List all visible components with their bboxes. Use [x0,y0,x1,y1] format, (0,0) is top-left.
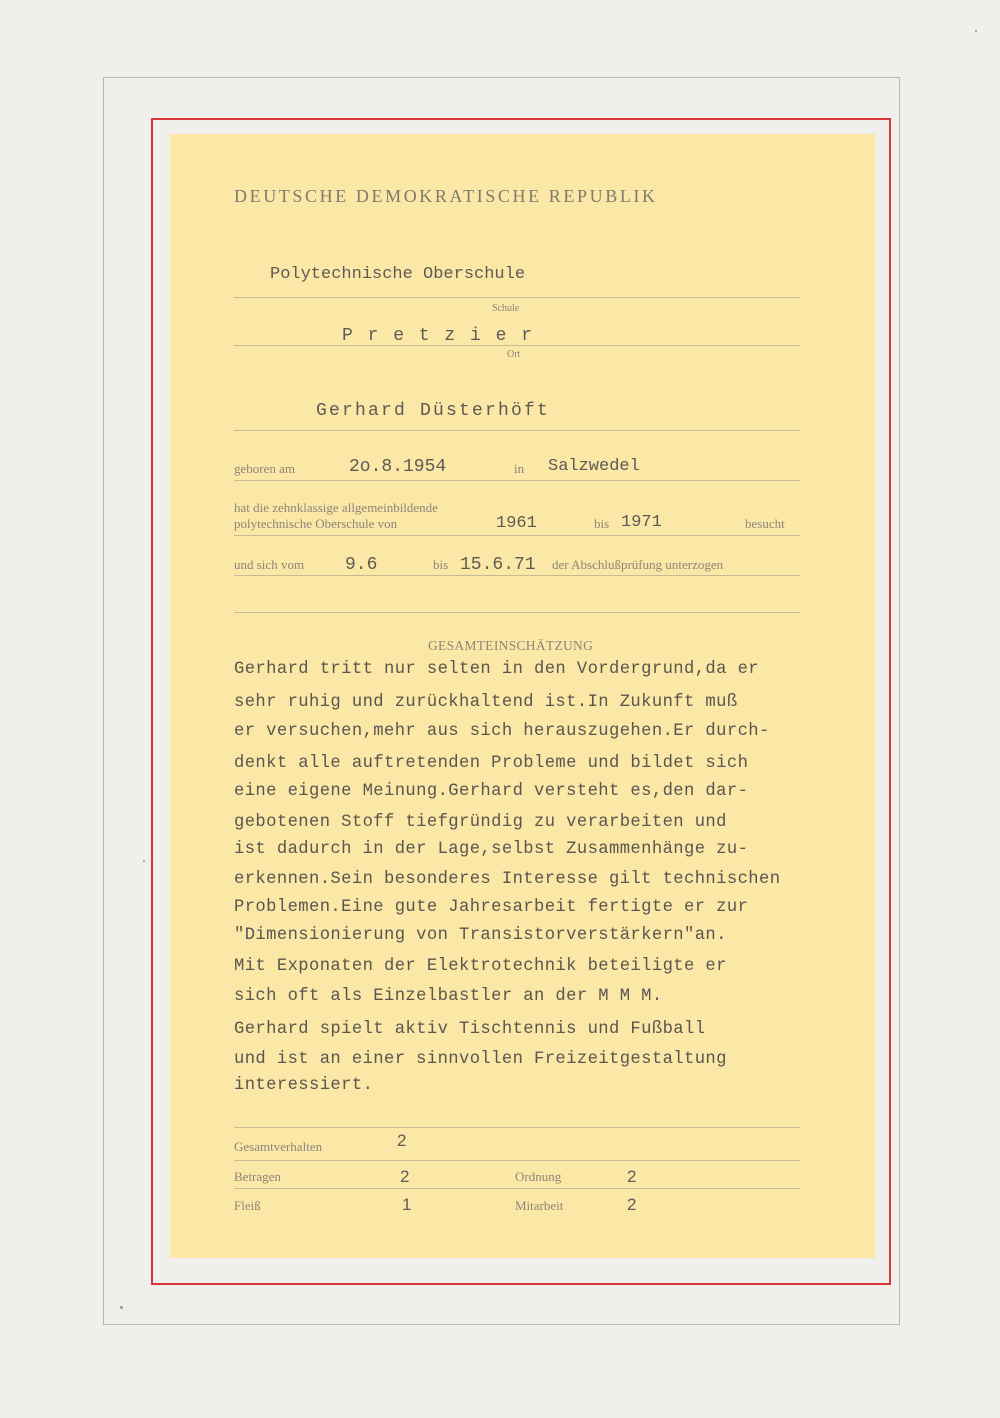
place-value: P r e t z i e r [342,326,535,346]
assessment-line: erkennen.Sein besonderes Interesse gilt technischen [234,870,781,889]
country-header: DEUTSCHE DEMOKRATISCHE REPUBLIK [234,186,658,206]
assessment-title: GESAMTEINSCHÄTZUNG [428,638,594,653]
overall-label: Gesamtverhalten [234,1139,323,1154]
assessment-line: eine eigene Meinung.Gerhard versteht es,den dar- [234,782,749,801]
exam-label: und sich vom [234,557,305,572]
student-name: Gerhard Düsterhöft [316,401,551,421]
conduct-label: Betragen [234,1169,281,1184]
exam-from: 9.6 [345,555,378,575]
paper-speck [143,860,145,862]
school-caption: Schule [492,303,520,314]
assessment-line: gebotenen Stoff tiefgründig zu verarbeiten und [234,813,727,832]
assessment-line: und ist an einer sinnvollen Freizeitgestaltung [234,1050,727,1069]
separator-line [234,612,800,613]
assessment-line: denkt alle auftretenden Probleme und bildet sich [234,754,749,773]
birth-label: geboren am [234,461,296,476]
paper-speck [975,30,977,32]
assessment-line: er versuchen,mehr aus sich herauszugehen.Er durch- [234,722,770,741]
exam-end: der Abschlußprüfung unterzogen [552,557,724,572]
birth-date: 2o.8.1954 [349,457,447,477]
cooperation-label: Mitarbeit [515,1198,564,1213]
assessment-line: Gerhard tritt nur selten in den Vordergrund,da er [234,660,759,679]
exam-to-label: bis [433,557,449,572]
overall-grade: 2 [397,1131,407,1150]
attendance-from: 1961 [496,514,537,533]
order-label: Ordnung [515,1169,562,1184]
diligence-grade: 1 [402,1195,412,1214]
exam-line [234,575,800,576]
grades-top-line [234,1127,800,1128]
assessment-line: ist dadurch in der Lage,selbst Zusammenhänge zu- [234,840,749,859]
birth-place: Salzwedel [548,457,640,476]
exam-to: 15.6.71 [460,555,536,575]
place-line [234,345,800,346]
attendance-to-label: bis [594,516,610,531]
assessment-line: sich oft als Einzelbastler an der M M M. [234,987,663,1006]
assessment-line: Gerhard spielt aktiv Tischtennis und Fußball [234,1020,706,1039]
attendance-to: 1971 [621,513,662,532]
attendance-line2: polytechnische Oberschule von [234,516,398,531]
cooperation-grade: 2 [627,1195,637,1214]
school-value: Polytechnische Oberschule [270,265,526,284]
assessment-line: Mit Exponaten der Elektrotechnik beteiligte er [234,957,727,976]
diligence-label: Fleiß [234,1198,261,1213]
conduct-line [234,1188,800,1189]
attendance-end: besucht [745,516,785,531]
birth-in-label: in [514,461,525,476]
assessment-line: "Dimensionierung von Transistorverstärkern"an. [234,926,727,945]
overall-line [234,1160,800,1161]
school-line [234,297,800,298]
attendance-line1: hat die zehnklassige allgemeinbildende [234,500,438,515]
order-grade: 2 [627,1167,637,1186]
birth-line [234,480,800,481]
assessment-line: Problemen.Eine gute Jahresarbeit fertigte er zur [234,898,749,917]
assessment-line: interessiert. [234,1076,374,1095]
paper-speck [120,1306,123,1309]
assessment-line: sehr ruhig und zurückhaltend ist.In Zukunft muß [234,693,738,712]
attendance-line [234,535,800,536]
place-caption: Ort [507,349,521,360]
name-line [234,430,800,431]
conduct-grade: 2 [400,1167,410,1186]
